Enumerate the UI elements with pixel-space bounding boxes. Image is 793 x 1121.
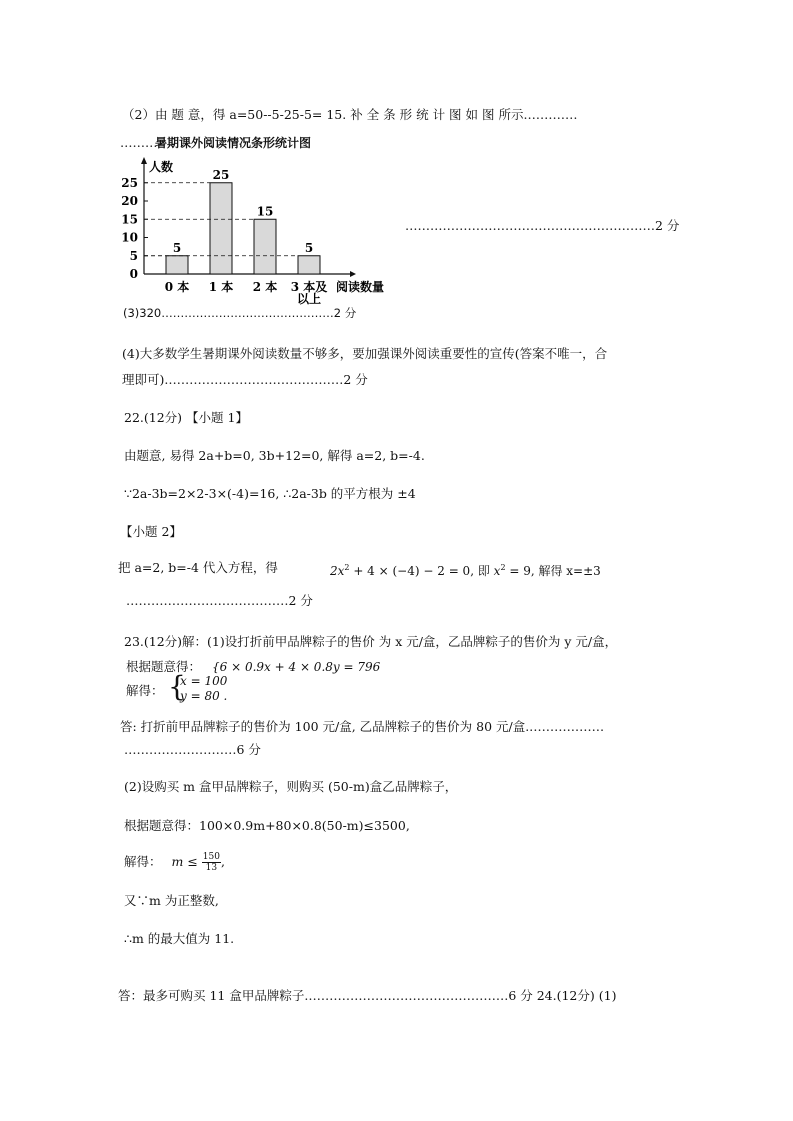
- bar-chart: [110, 150, 410, 310]
- y-tick-label: 25: [121, 175, 138, 190]
- x-category-label: 0 本: [164, 280, 190, 294]
- fraction-numerator: 150: [202, 852, 220, 862]
- bar-value-label: 5: [304, 240, 314, 255]
- y-tick-label: 5: [129, 248, 138, 263]
- fraction-tail: ,: [220, 854, 225, 869]
- y-axis-label: 人数: [149, 160, 174, 174]
- x-category-label: 3 本及: [290, 280, 328, 294]
- q22-score: …………………………………2 分: [126, 593, 313, 608]
- x-category-label: 2 本: [252, 280, 278, 294]
- q23-line3-label: 解得：: [126, 683, 164, 698]
- y-tick-label: 15: [121, 212, 138, 227]
- eq-sup2: 2: [500, 563, 506, 572]
- q23-answer1: 答: 打折前甲品牌粽子的售价为 100 元/盒, 乙品牌粽子的售价为 80 元/盒.………………: [120, 719, 605, 734]
- q22-line2: ∵2a-3b=2×2-3×(-4)=16, ∴2a-3b 的平方根为 ±4: [124, 486, 416, 501]
- solution-brace: {: [168, 670, 186, 703]
- bar: [298, 256, 320, 274]
- final-answer-line: 答：最多可购买 11 盒甲品牌粽子.…………………………………………6 分 24.(12分) (1): [118, 988, 617, 1003]
- fraction-denominator: 13: [205, 863, 218, 873]
- bar: [254, 219, 276, 274]
- q23-answer1-cont: ………………………6 分: [124, 742, 261, 757]
- q23-part2-line3: [124, 852, 225, 873]
- q23-system-eq: {6 × 0.9x + 4 × 0.8y = 796: [212, 660, 381, 674]
- fraction: [202, 852, 221, 873]
- part3-line: (3)320………………………………………2 分: [123, 306, 357, 320]
- q23-line1: 23.(12分)解：(1)设打折前甲品牌粽子的售价 为 x 元/盒，乙品牌粽子的售价为 y 元/盒，: [124, 634, 618, 649]
- eq-sup: 2: [344, 563, 350, 572]
- part4-line1: (4)大多数学生暑期课外阅读数量不够多，要加强课外阅读重要性的宣传(答案不唯一，合: [122, 346, 608, 361]
- part4-line2: 理即可).……………………………………2 分: [122, 372, 368, 387]
- part2-line2-dots: ………: [120, 135, 158, 150]
- y-tick-label: 0: [129, 267, 138, 281]
- bar: [210, 183, 232, 274]
- eq-end: = 9, 解得 x=±3: [505, 564, 601, 578]
- q22-line3-text: 把 a=2, b=-4 代入方程，得: [118, 560, 278, 575]
- q23-part2-line5: ∴m 的最大值为 11.: [124, 931, 235, 946]
- eq-2x: 2x: [330, 564, 345, 578]
- q22-line3-eq: [330, 560, 601, 579]
- solution-y: y = 80 .: [180, 689, 228, 703]
- eq-x: x: [493, 564, 501, 578]
- q23-line2-label: 根据题意得：: [126, 659, 202, 674]
- q23-part2-line2: 根据题意得：100×0.9m+80×0.8(50-m)≤3500,: [124, 818, 410, 833]
- x-category-label: 以上: [296, 292, 322, 306]
- y-tick-label: 10: [121, 230, 138, 245]
- bar: [166, 256, 188, 274]
- x-category-label: 1 本: [208, 280, 234, 294]
- m-inequality: m ≤: [171, 854, 198, 869]
- solution-x: x = 100: [180, 674, 228, 688]
- y-axis-arrow: [141, 157, 147, 164]
- q23-part2-line4: 又∵m 为正整数,: [124, 893, 219, 908]
- bar-value-label: 5: [172, 240, 182, 255]
- q22-sub2: 【小题 2】: [120, 524, 182, 539]
- q22-header: 22.(12分) 【小题 1】: [124, 410, 248, 425]
- y-tick-label: 20: [121, 194, 138, 208]
- q22-line1: 由题意, 易得 2a+b=0, 3b+12=0, 解得 a=2, b=-4.: [124, 448, 425, 463]
- bar-value-label: 25: [212, 167, 230, 182]
- part2-line1: （2）由 题 意，得 a=50--5-25-5= 15. 补 全 条 形 统 计 图 如 图 所示.…………: [122, 107, 578, 122]
- x-axis-arrow: [350, 271, 356, 277]
- chart-score: ……………………………………………………2 分: [405, 218, 680, 233]
- x-axis-label: 阅读数量: [336, 280, 385, 294]
- eq-mid: + 4 × (−4) − 2 = 0, 即: [349, 564, 490, 578]
- chart-title: 暑期课外阅读情况条形统计图: [155, 136, 312, 150]
- solve-label: 解得：: [124, 854, 162, 869]
- bar-value-label: 15: [256, 204, 274, 219]
- q23-part2-line1: (2)设购买 m 盒甲品牌粽子，则购买 (50-m)盒乙品牌粽子，: [124, 779, 458, 794]
